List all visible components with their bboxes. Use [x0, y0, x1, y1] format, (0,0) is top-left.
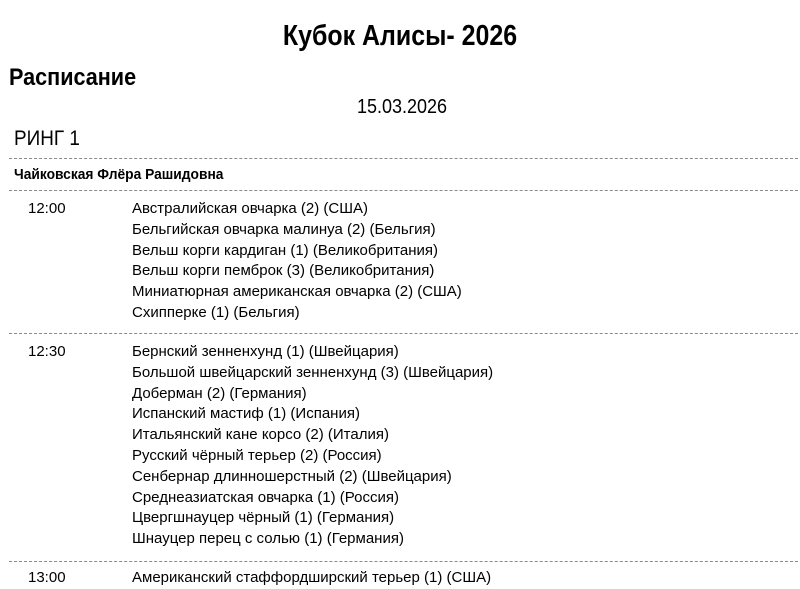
breed-entry: Шнауцер перец с солью (1) (Германия)	[132, 530, 404, 548]
breed-entry: Доберман (2) (Германия)	[132, 384, 307, 402]
breed-entry: Миниатюрная американская овчарка (2) (США)	[132, 283, 462, 301]
breed-entry: Среднеазиатская овчарка (1) (Россия)	[132, 488, 399, 506]
breed-entry: Русский чёрный терьер (2) (Россия)	[132, 446, 382, 464]
breed-list	[132, 199, 462, 324]
breed-entry: Большой швейцарский зенненхунд (3) (Швейцария)	[132, 363, 494, 381]
slot-time: 13:00	[28, 569, 66, 586]
breed-entry: Схипперке (1) (Бельгия)	[132, 303, 300, 321]
slot-time: 12:00	[28, 200, 66, 217]
divider	[9, 333, 798, 334]
ring-label: РИНГ 1	[14, 127, 80, 150]
breed-entry: Бельгийская овчарка малинуа (2) (Бельгия)	[132, 220, 436, 238]
schedule-heading: Расписание	[9, 64, 137, 91]
breed-list	[132, 568, 491, 589]
breed-entry: Испанский мастиф (1) (Испания)	[132, 405, 360, 423]
divider	[9, 561, 798, 562]
breed-entry: Цвергшнауцер чёрный (1) (Германия)	[132, 509, 395, 527]
divider	[9, 158, 798, 159]
schedule-date: 15.03.2026	[356, 96, 448, 118]
breed-entry: Вельш корги кардиган (1) (Великобритания)	[132, 241, 439, 259]
page-title: Кубок Алисы- 2026	[282, 20, 518, 52]
breed-list	[132, 342, 493, 550]
breed-entry: Бернский зенненхунд (1) (Швейцария)	[132, 343, 399, 360]
breed-entry: Австралийская овчарка (2) (США)	[132, 200, 369, 217]
breed-entry: Итальянский кане корсо (2) (Италия)	[132, 426, 389, 444]
divider	[9, 190, 798, 191]
breed-entry: Вельш корги пемброк (3) (Великобритания)	[132, 262, 435, 280]
breed-entry: Сенбернар длинношерстный (2) (Швейцария)	[132, 467, 452, 485]
judge-name: Чайковская Флёра Рашидовна	[14, 166, 224, 183]
breed-entry: Американский стаффордширский терьер (1) (США)	[132, 569, 492, 586]
slot-time: 12:30	[28, 343, 66, 360]
